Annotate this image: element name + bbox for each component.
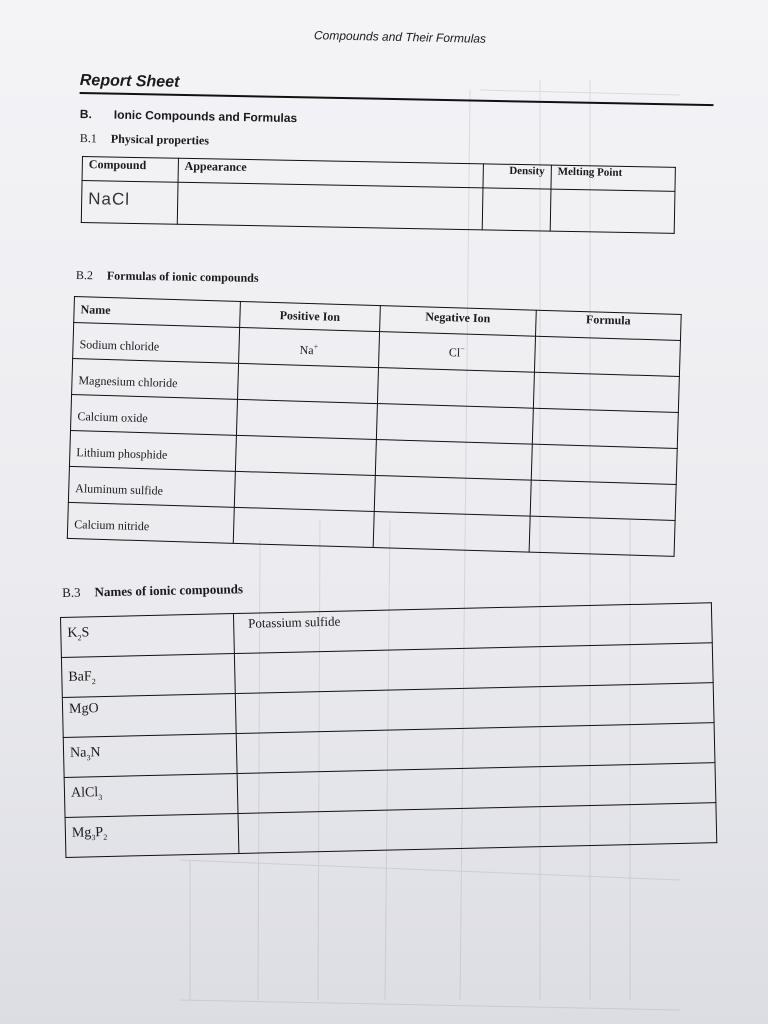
report-title: Report Sheet	[80, 72, 714, 106]
density-cell[interactable]	[483, 188, 551, 231]
negative-ion-symbol: Cl	[448, 345, 461, 360]
formula-subscript: 2	[103, 832, 108, 842]
formula-cell	[61, 614, 235, 658]
name-cell: Calcium nitride	[67, 502, 234, 543]
negative-ion-charge: −	[460, 344, 465, 354]
positive-ion-symbol: Na	[299, 342, 314, 358]
b1-title: Physical properties	[110, 131, 210, 148]
section-letter: B.	[79, 107, 92, 122]
formula-subscript: 3	[98, 792, 103, 802]
b2-title: Formulas of ionic compounds	[106, 268, 259, 285]
formula-subscript: 3	[91, 833, 96, 843]
formula-symbol: P	[95, 825, 104, 841]
formula-symbol: K	[67, 625, 78, 641]
formula-symbol: AlCl	[70, 785, 99, 801]
formula-subscript: 3	[86, 753, 91, 763]
formula-cell	[65, 814, 239, 858]
formula-cell	[61, 654, 235, 698]
formula-symbol: Na	[69, 745, 87, 761]
b3-number: B.3	[62, 584, 81, 600]
header-cell: Negative Ion	[380, 306, 536, 337]
name-cell: Sodium chloride	[73, 323, 240, 364]
name-cell: Lithium phosphide	[69, 430, 236, 471]
section-title: Ionic Compounds and Formulas	[113, 107, 298, 126]
b3-title: Names of ionic compounds	[94, 581, 244, 600]
formula-cell[interactable]	[532, 408, 678, 448]
name-cell: Magnesium chloride	[72, 358, 239, 399]
formula-symbol: N	[90, 745, 101, 761]
formula-cell[interactable]	[529, 516, 675, 556]
negative-ion-cell[interactable]	[377, 368, 534, 409]
header-cell: Melting Point	[551, 165, 675, 191]
negative-ion-cell[interactable]	[374, 476, 531, 517]
b1-number: B.1	[79, 131, 98, 146]
formula-cell	[62, 694, 236, 738]
melting-point-cell[interactable]	[550, 189, 675, 233]
formula-cell[interactable]	[531, 444, 677, 484]
ionic-names-table	[60, 602, 717, 858]
negative-ion-cell[interactable]	[375, 440, 532, 481]
name-cell: Aluminum sulfide	[68, 466, 235, 507]
compound-name-cell[interactable]: Potassium sulfide	[233, 603, 712, 654]
formula-symbol: MgO	[68, 701, 99, 717]
header-cell: Positive Ion	[239, 301, 380, 331]
positive-ion-cell[interactable]	[235, 435, 376, 475]
positive-ion-cell[interactable]	[236, 399, 377, 439]
positive-ion-cell[interactable]	[238, 327, 379, 367]
negative-ion-cell[interactable]	[373, 512, 530, 553]
appearance-cell[interactable]	[177, 182, 483, 230]
b2-number: B.2	[75, 268, 94, 283]
formula-symbol: Mg	[71, 825, 92, 841]
ionic-formulas-table	[67, 296, 682, 557]
formula-symbol: BaF	[68, 669, 92, 685]
formula-subscript: 2	[77, 633, 82, 643]
compound-cell[interactable]: NaCl	[81, 181, 178, 225]
formula-cell[interactable]	[533, 372, 679, 412]
header-cell: Compound	[82, 157, 178, 183]
header-cell: Formula	[535, 310, 681, 340]
positive-ion-charge: +	[313, 342, 319, 352]
formula-cell	[63, 734, 237, 778]
negative-ion-cell[interactable]	[376, 404, 533, 445]
header-cell: Name	[74, 297, 240, 328]
positive-ion-cell[interactable]	[233, 507, 374, 547]
positive-ion-cell[interactable]	[234, 471, 375, 511]
header-cell: Appearance	[178, 158, 484, 188]
formula-subscript: 2	[91, 677, 96, 687]
formula-cell[interactable]	[530, 480, 676, 520]
formula-cell	[64, 774, 238, 818]
header-cell: Density	[483, 164, 551, 189]
formula-symbol: S	[81, 625, 90, 641]
positive-ion-cell[interactable]	[237, 363, 378, 403]
formula-cell[interactable]	[534, 336, 680, 376]
negative-ion-cell[interactable]	[379, 332, 536, 373]
b2-heading	[76, 268, 259, 286]
b1-heading	[80, 131, 209, 148]
page-header: Compounds and Their Formulas	[313, 28, 487, 46]
physical-properties-table	[81, 156, 676, 234]
name-cell: Calcium oxide	[71, 394, 238, 435]
